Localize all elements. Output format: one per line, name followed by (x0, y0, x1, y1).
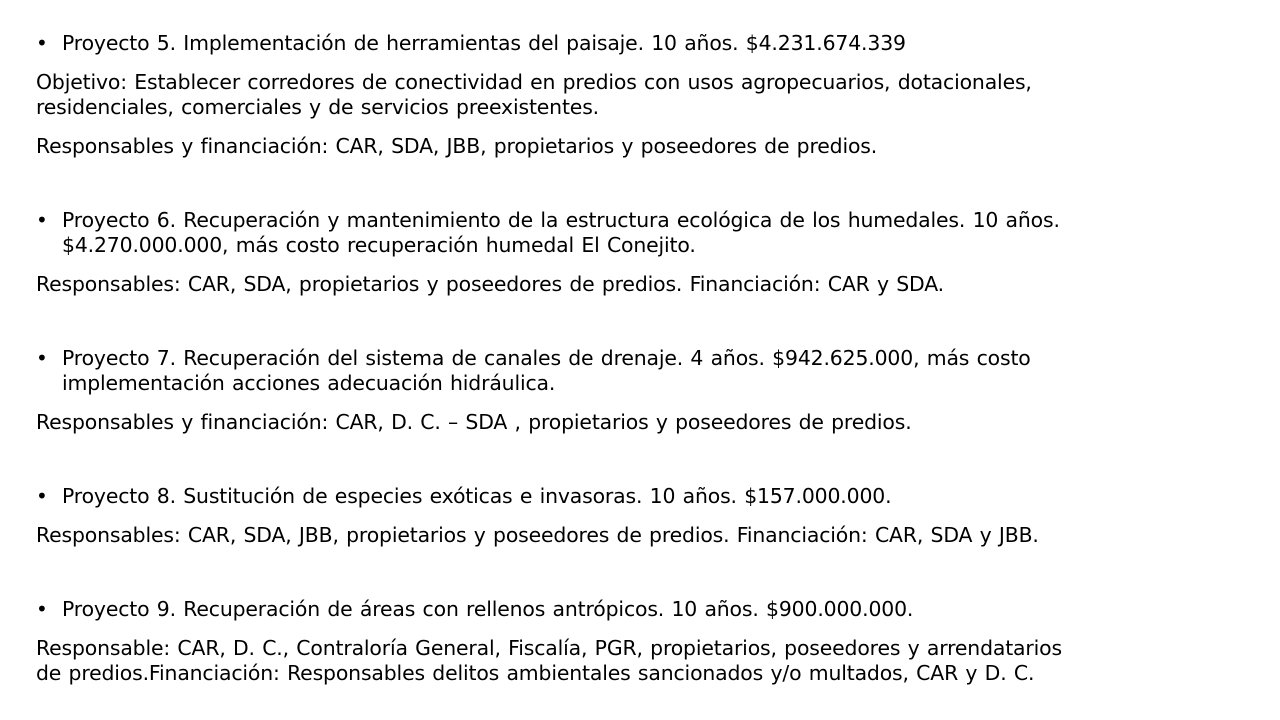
project-title: Proyecto 6. Recuperación y mantenimiento de la estructura ecológica de los humedales. 10 años. (62, 208, 1060, 232)
project-title: Proyecto 8. Sustitución de especies exóticas e invasoras. 10 años. $157.000.000. (62, 484, 892, 508)
bullet: • (36, 484, 48, 508)
project-title-cont: $4.270.000.000, más costo recuperación humedal El Conejito. (62, 233, 696, 257)
project-title: Proyecto 9. Recuperación de áreas con rellenos antrópicos. 10 años. $900.000.000. (62, 597, 914, 621)
project-title: Proyecto 7. Recuperación del sistema de canales de drenaje. 4 años. $942.625.000, más costo (62, 346, 1031, 370)
project-responsables-cont: de predios.Financiación: Responsables delitos ambientales sancionados y/o multados, CAR y D. C. (36, 661, 1035, 685)
bullet: • (36, 31, 48, 55)
project-responsables: Responsables: CAR, SDA, JBB, propietarios y poseedores de predios. Financiación: CAR, SDA y JBB. (36, 523, 1039, 547)
project-title-cont: implementación acciones adecuación hidráulica. (62, 371, 556, 395)
bullet: • (36, 208, 48, 232)
project-objective-cont: residenciales, comerciales y de servicios preexistentes. (36, 95, 599, 119)
bullet: • (36, 597, 48, 621)
project-responsables: Responsables: CAR, SDA, propietarios y poseedores de predios. Financiación: CAR y SDA. (36, 272, 944, 296)
project-responsables: Responsables y financiación: CAR, SDA, JBB, propietarios y poseedores de predios. (36, 134, 878, 158)
project-objective: Objetivo: Establecer corredores de conectividad en predios con usos agropecuarios, dotacionales, (36, 70, 1032, 94)
project-title: Proyecto 5. Implementación de herramientas del paisaje. 10 años. $4.231.674.339 (62, 31, 906, 55)
project-responsables: Responsables y financiación: CAR, D. C. – SDA , propietarios y poseedores de predios. (36, 410, 912, 434)
project-responsables: Responsable: CAR, D. C., Contraloría General, Fiscalía, PGR, propietarios, poseedores y arrendatarios (36, 636, 1062, 660)
bullet: • (36, 346, 48, 370)
